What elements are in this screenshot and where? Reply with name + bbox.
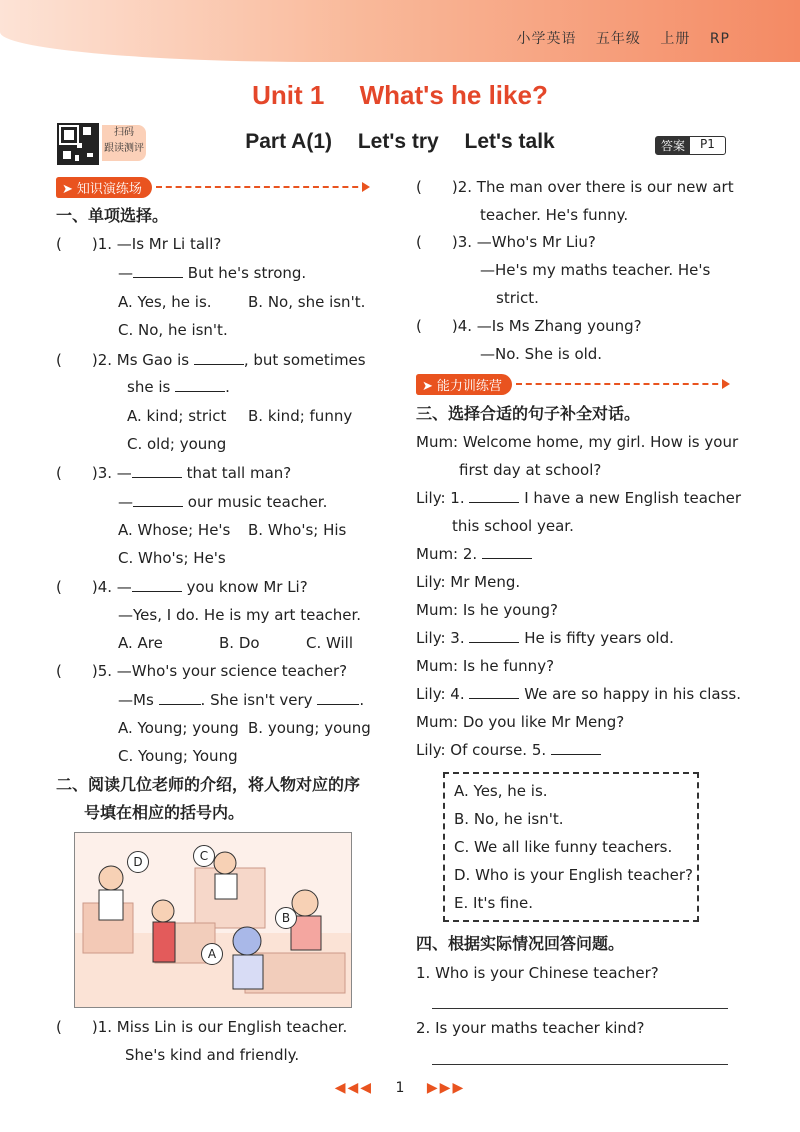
- q1-item-1: ( )1. —Is Mr Li tall?: [56, 235, 222, 253]
- answer-blank[interactable]: [132, 463, 182, 478]
- q1-item-2: ( )2. Ms Gao is , but sometimes: [56, 351, 366, 369]
- answer-blank[interactable]: [132, 577, 182, 592]
- q2-item-2: ( )2. The man over there is our new art: [416, 178, 734, 196]
- next-arrows-icon: ▶▶▶: [426, 1080, 466, 1096]
- q4-item-1: 1. Who is your Chinese teacher?: [416, 964, 659, 982]
- answer-blank[interactable]: [194, 350, 244, 365]
- section-knowledge: ➤ 知识演练场: [56, 177, 368, 197]
- answer-blank[interactable]: [482, 544, 532, 559]
- answer-line[interactable]: [432, 1064, 728, 1065]
- volume: 上册: [660, 31, 691, 47]
- section-ability: ➤ 能力训练营: [416, 374, 728, 394]
- qr-label: 扫码 跟读测评: [102, 125, 146, 161]
- answer-line[interactable]: [432, 1008, 728, 1009]
- q1-item-3: ( )3. — that tall man?: [56, 464, 292, 482]
- answer-blank[interactable]: [551, 740, 601, 755]
- q2-heading: 二、阅读几位老师的介绍，将人物对应的序: [56, 775, 361, 794]
- q2-item-4: ( )4. —Is Ms Zhang young?: [416, 317, 642, 335]
- answer-blank[interactable]: [469, 488, 519, 503]
- answer-blank[interactable]: [133, 492, 183, 507]
- label-c: C: [193, 845, 215, 867]
- q4-heading: 四、根据实际情况回答问题。: [416, 934, 625, 953]
- answer-tag[interactable]: 答案 P1: [655, 136, 726, 155]
- unit-number: Unit 1: [252, 80, 325, 110]
- unit-name: What's he like?: [359, 80, 548, 110]
- answer-blank[interactable]: [133, 263, 183, 278]
- classroom-illustration: [74, 832, 352, 1008]
- arrow-icon: ➤: [62, 181, 73, 197]
- page-footer: [0, 1080, 800, 1096]
- answer-blank[interactable]: [159, 690, 201, 705]
- prev-arrows-icon: ◀◀◀: [334, 1080, 374, 1096]
- arrow-icon: ➤: [422, 378, 433, 394]
- answer-blank[interactable]: [469, 628, 519, 643]
- part-title: Part A(1) Let's try Let's talk: [245, 130, 555, 153]
- q1-item-5: ( )5. —Who's your science teacher?: [56, 662, 348, 680]
- q1-heading: 一、单项选择。: [56, 206, 169, 225]
- page-number: 1: [395, 1080, 405, 1096]
- q1-item-4: ( )4. — you know Mr Li?: [56, 578, 308, 596]
- q3-heading: 三、选择合适的句子补全对话。: [416, 404, 641, 423]
- label-d: D: [127, 851, 149, 873]
- q2-item-1: ( )1. Miss Lin is our English teacher.: [56, 1018, 348, 1036]
- q2-item-3: ( )3. —Who's Mr Liu?: [416, 233, 596, 251]
- answer-blank[interactable]: [175, 377, 225, 392]
- label-a: A: [201, 943, 223, 965]
- edition: RP: [709, 31, 730, 47]
- label-b: B: [275, 907, 297, 929]
- answer-blank[interactable]: [469, 684, 519, 699]
- grade: 五年级: [595, 31, 641, 47]
- q4-item-2: 2. Is your maths teacher kind?: [416, 1019, 645, 1037]
- subject: 小学英语: [516, 31, 577, 47]
- unit-title: [0, 80, 800, 111]
- answer-blank[interactable]: [317, 690, 359, 705]
- header-info: [502, 28, 730, 48]
